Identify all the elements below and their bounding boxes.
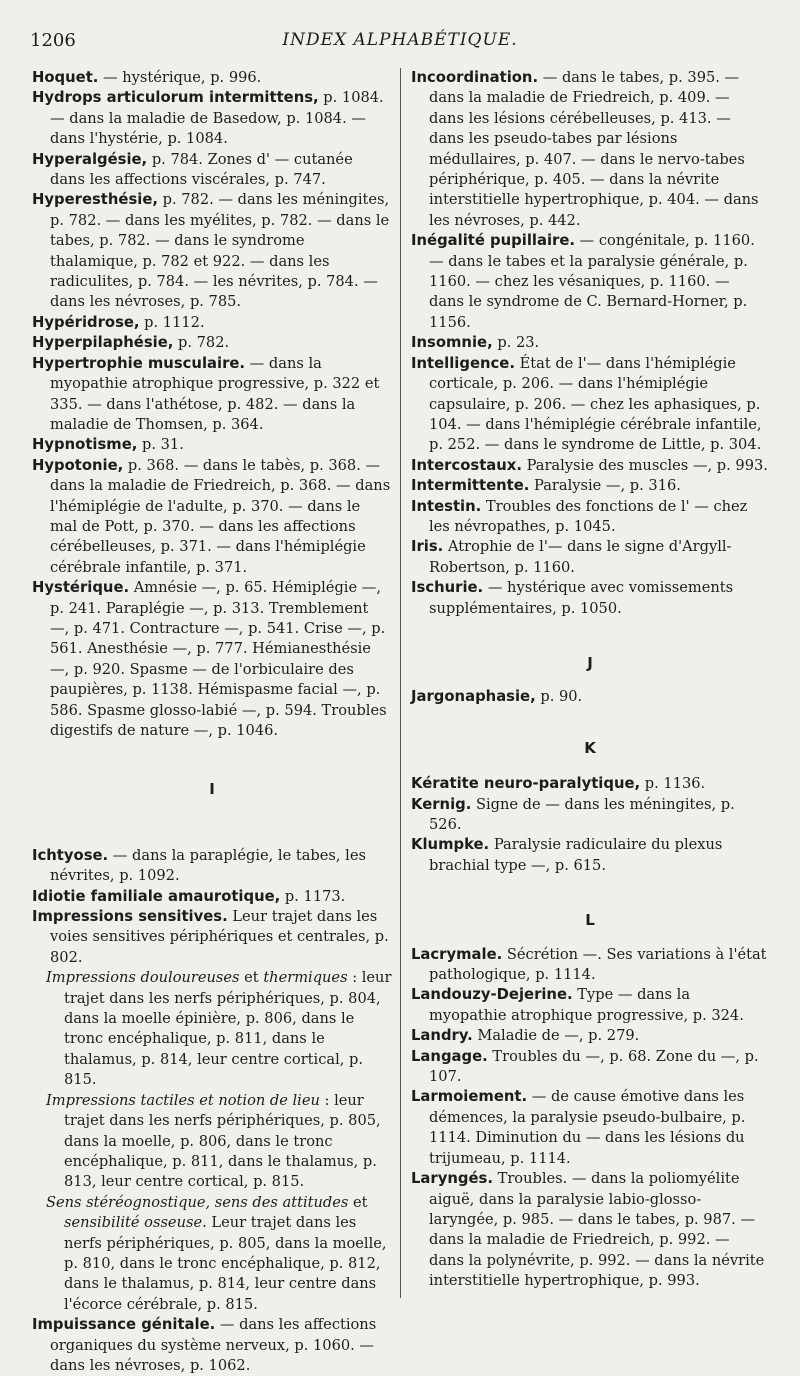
index-entry-keratite: Kératite neuro-paralytique, p. 1136. <box>411 775 706 793</box>
index-entry-hydrops: Hydrops articulorum intermittens, p. 1084. — dans la maladie de Basedow, p. 1084. — dans l'hystérie, p. 1084. <box>32 89 384 148</box>
index-entry-hypotonie: Hypotonie, p. 368. — dans le tabès, p. 368. — dans la maladie de Friedreich, p. 368. — dans l'hémiplégie de l'adulte, p. 370. — dans le mal de Pott, p. 370. — dans les affections cérébelleuses, p. 371. — dans l'hémiplégie cérébrale infantile, p. 371. <box>32 456 391 576</box>
index-entry-intestin: Intestin. Troubles des fonctions de l' — chez les névropathes, p. 1045. <box>411 497 748 535</box>
index-entry-impressions: Impressions sensitives. Leur trajet dans les voies sensitives périphériques et centrales, p. 802. <box>32 908 389 966</box>
index-entry-incoordination: Incoordination. — dans le tabes, p. 395. — dans la maladie de Friedreich, p. 409. — dans les lésions cérébelleuses, p. 413. — dans les pseudo-tabes par lésions médullaires, p. 407. — dans le nervo-tabes périphérique, p. 405. — dans la névrite interstitielle hypertrophique, p. 404. — dans les névroses, p. 442. <box>411 69 759 229</box>
index-entry-iris: Iris. Atrophie de l'— dans le signe d'Argyll-Robertson, p. 1160. <box>411 538 732 576</box>
index-entry-lacrymale: Lacrymale. Sécrétion —. Ses variations à l'état pathologique, p. 1114. <box>411 945 767 984</box>
index-entry-hyperidrose: Hypéridrose, p. 1112. <box>32 313 205 331</box>
index-entry-inegalite-pupillaire: Inégalité pupillaire. — congénitale, p. 1160. — dans le tabes et la paralysie générale, p. 1160. — chez les vésaniques, p. 1160. — dans le syndrome de C. Bernard-Horner, p. 1156. <box>411 232 755 331</box>
index-entry-impuissance: Impuissance génitale. — dans les affections organiques du système nerveux, p. 1060. — dans les névroses, p. 1062. <box>32 1316 377 1374</box>
section-letter-j: J <box>587 653 593 672</box>
index-entry-larmoiement: Larmoiement. — de cause émotive dans les démences, la paralysie pseudo-bulbaire, p. 1114. Diminution du — dans les lésions du trijumeau, p. 1114. <box>411 1088 746 1167</box>
index-entry-langage: Langage. Troubles du —, p. 68. Zone du —, p. 107. <box>411 1047 759 1086</box>
index-entry-klumpke: Klumpke. Paralysie radiculaire du plexus brachial type —, p. 615. <box>411 836 723 874</box>
index-entry-ischurie: Ischurie. — hystérique avec vomissements supplémentaires, p. 1050. <box>411 579 734 617</box>
section-letter-i: I <box>209 780 215 799</box>
index-entry-ichtyose: Ichtyose. — dans la paraplégie, le tabes, les névrites, p. 1092. <box>32 846 366 885</box>
index-entry-hypnotisme: Hypnotisme, p. 31. <box>32 436 184 454</box>
column-divider <box>400 68 401 1298</box>
right-column <box>411 68 769 1292</box>
index-entry-hysterique: Hystérique. Amnésie —, p. 65. Hémiplégie —, p. 241. Paraplégie —, p. 313. Tremblement —, p. 471. Contracture —, p. 541. Crise —, p. 561. Anesthésie —, p. 777. Hémianesthésie —, p. 920. Spasme — de l'orbiculaire des paupières, p. 1138. Hémispasme facial —, p. 586. Spasme glosso-labié —, p. 594. Troubles digestifs de nature —, p. 1046. <box>32 579 387 739</box>
running-title: INDEX ALPHABÉTIQUE. <box>282 30 518 50</box>
index-entry-laryngees: Laryngés. Troubles. — dans la poliomyélite aiguë, dans la paralysie labio-glosso-laryngée, p. 985. — dans le tabes, p. 987. — dans la maladie de Friedreich, p. 992. — dans la polynévrite, p. 992. — dans la névrite interstitielle hypertrophique, p. 993. <box>411 1170 765 1290</box>
page-header <box>30 30 770 60</box>
index-subentry-impressions-tactiles: Impressions tactiles et notion de lieu : leur trajet dans les nerfs périphériques, p. 805, dans la moelle, p. 806, dans le tronc encéphalique, p. 811, dans le thalamus, p. 813, leur centre cortical, p. 815. <box>46 1091 381 1191</box>
section-letter-k: K <box>584 738 596 757</box>
index-entry-kernig: Kernig. Signe de — dans les méningites, p. 526. <box>411 795 735 833</box>
index-entry-landry: Landry. Maladie de —, p. 279. <box>411 1027 640 1045</box>
left-column <box>32 68 392 1376</box>
index-entry-hyperpilaphesie: Hyperpilaphésie, p. 782. <box>32 334 230 352</box>
index-entry-hoquet: Hoquet. — hystérique, p. 996. <box>32 69 262 86</box>
index-entry-hyperalgesie: Hyperalgésie, p. 784. Zones d' — cutanée dans les affections viscérales, p. 747. <box>32 150 353 189</box>
page-number: 1206 <box>30 30 76 51</box>
index-entry-hypertrophie: Hypertrophie musculaire. — dans la myopathie atrophique progressive, p. 322 et 335. — dans l'athétose, p. 482. — dans la maladie de Thomsen, p. 364. <box>32 354 380 433</box>
index-entry-jargonaphasie: Jargonaphasie, p. 90. <box>411 688 583 706</box>
index-entry-intelligence: Intelligence. État de l'— dans l'hémiplégie corticale, p. 206. — dans l'hémiplégie capsulaire, p. 206. — chez les aphasiques, p. 104. — dans l'hémiplégie cérébrale infantile, p. 252. — dans le syndrome de Little, p. 304. <box>411 354 762 454</box>
index-entry-intermittente: Intermittente. Paralysie —, p. 316. <box>411 477 681 495</box>
index-entry-insomnie: Insomnie, p. 23. <box>411 334 540 352</box>
index-subentry-sens-stereognostique: Sens stéréognostique, sens des attitudes et sensibilité osseuse. Leur trajet dans les nerfs périphériques, p. 805, dans la moelle, p. 810, dans le tronc encéphalique, p. 812, dans le thalamus, p. 814, leur centre dans l'écorce cérébrale, p. 815. <box>46 1193 387 1313</box>
index-entry-hyperesthesie: Hyperesthésie, p. 782. — dans les méningites, p. 782. — dans les myélites, p. 782. — dans le tabes, p. 782. — dans le syndrome thalamique, p. 782 et 922. — dans les radiculites, p. 784. — les névrites, p. 784. — dans les névroses, p. 785. <box>32 191 390 311</box>
index-subentry-impressions-douloureuses: Impressions douloureuses et thermiques : leur trajet dans les nerfs périphériques, p. 804, dans la moelle épinière, p. 806, dans le tronc encéphalique, p. 811, dans le thalamus, p. 814, leur centre cortical, p. 815. <box>46 969 392 1089</box>
index-entry-idiotie: Idiotie familiale amaurotique, p. 1173. <box>32 887 346 905</box>
section-letter-l: L <box>585 911 595 930</box>
index-entry-intercostaux: Intercostaux. Paralysie des muscles —, p. 993. <box>411 456 768 474</box>
index-entry-landouzy-dejerine: Landouzy-Dejerine. Type — dans la myopathie atrophique progressive, p. 324. <box>411 986 744 1024</box>
